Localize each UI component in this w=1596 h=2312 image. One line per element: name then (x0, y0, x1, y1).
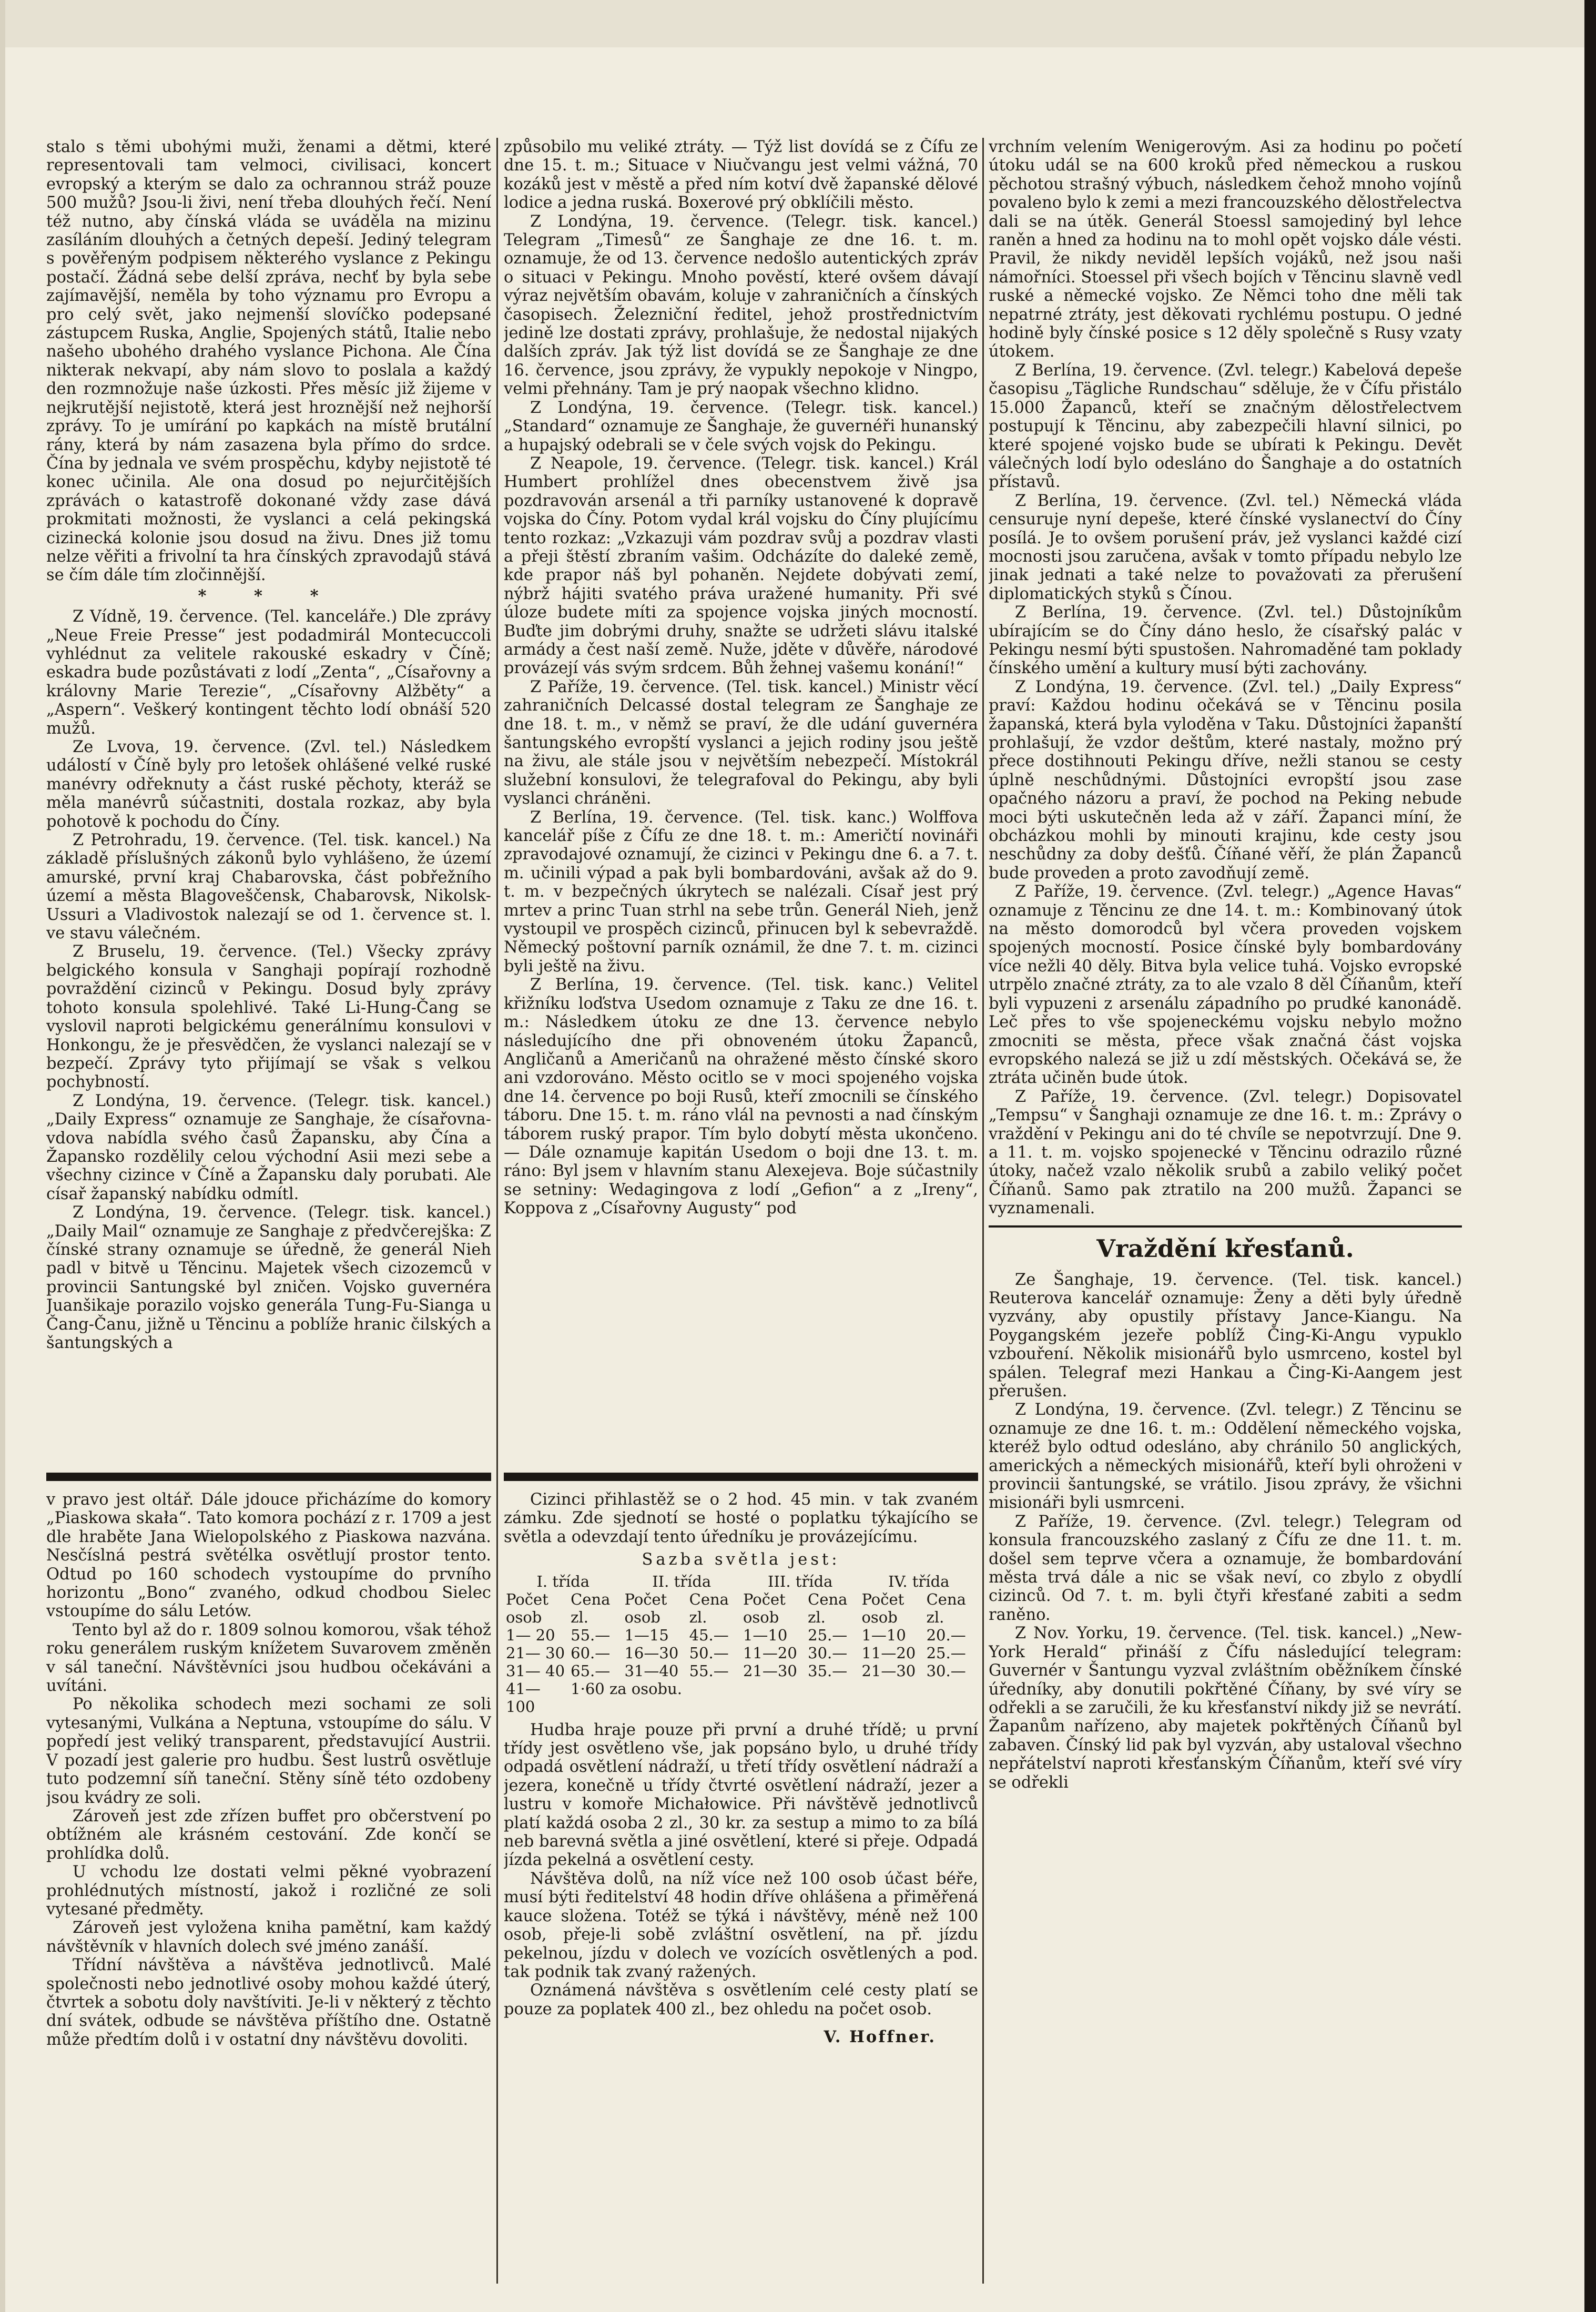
table-cell: 55.— (571, 1626, 611, 1644)
table-cell: 11—20 (743, 1644, 797, 1662)
table-row (504, 1662, 978, 1680)
column-divider-2 (982, 138, 984, 2284)
paragraph: Po několika schodech mezi sochami ze soli vytesanými, Vulkána a Neptuna, vstoupíme do sálu. V popředí jest veliký transparent, představující Austrii. V pozadí jest galerie pro hudbu. Šest lustrů osvětluje tuto podzemní síň taneční. Stěny síně této ozdobeny jsou kvádry ze soli. (46, 1695, 491, 1807)
news-item-berlin-wolff: Z Berlína, 19. července. (Tel. tisk. kanc.) Wolffova kancelář píše z Čífu ze dne 18. t. m.: Američtí novináři zpravodajové oznamují, že cizinci v Pekingu dne 6. a 7. t. m. učinili výpad a pak byli bombardováni, avšak až do 9. t. m. v bezpečných úkrytech se nalézali. Císař jest prý mrtev a princ Tuan strhl na sebe trůn. Generál Nieh, jenž vystoupil ve prospěch cizinců, přinucen byl k sebevraždě. Německý poštovní parník oznámil, že dne 7. t. m. cizinci byli ještě na živu. (504, 808, 978, 976)
table-cell: 21—30 (743, 1661, 797, 1680)
table-cell: 50.— (689, 1644, 729, 1662)
feuilleton-column-2 (504, 1490, 978, 2311)
table-cell: 21—30 (861, 1661, 916, 1680)
rates-body (504, 1626, 978, 1716)
feuilleton-column-1 (46, 1490, 491, 2311)
table-cell: 1—10 (861, 1626, 906, 1644)
rates-class-label: I. třída (536, 1572, 590, 1590)
table-cell: 30.— (926, 1661, 966, 1680)
section-separator: * * * (198, 586, 340, 605)
paragraph: Třídní návštěva a návštěva jednotlivců. Malé společnosti nebo jednotlivé osoby mohou každé úterý, čtvrtek a sobotu doly navštíviti. Je-li v některý z těchto dní svátek, odbude se návštěva příštího dne. Ostatně může předtím dolů i v ostatní dny návštěvu dovoliti. (46, 1956, 491, 2049)
column-divider-1 (496, 138, 498, 2284)
column-3 (989, 138, 1462, 2289)
news-item-paris-delcasse: Z Paříže, 19. července. (Tel. tisk. kancel.) Ministr věcí zahraničních Delcassé dostal telegram ze Šanghaje ze dne 18. t. m., v němž se praví, že dle udání guvernéra šantungského evropští vyslanci a jejich rodiny jsou ještě na živu, ale stále jsou v největším nebezpečí. Místokrál služební konsulovi, že telegrafoval do Pekingu, aby byli vyslanci chráněni. (504, 677, 978, 808)
feuilleton-divider-2 (504, 1473, 978, 1481)
table-cell: 20.— (926, 1626, 966, 1644)
table-cell: 16—30 (624, 1644, 679, 1662)
table-cell: 60.— (571, 1644, 611, 1662)
section-headline: Vraždění křesťanů. (989, 1225, 1462, 1265)
paragraph: stalo s těmi ubohými muži, ženami a dětmi, které representovali tam velmoci, civilisaci, koncert evropský a kterým se dalo za ochrannou stráž pouze 500 mužů? Jsou-li živi, není třeba dlouhých řečí. Není též nutno, aby čínská vláda se uváděla na mizinu zasíláním dlouhých a četných depeší. Jediný telegram s pověřeným podpisem některého vyslance z Pekingu postačí. Žádná sebe delší zpráva, nechť by byla sebe zajímavější, neměla by toho významu pro Evropu a pro celý svět, jako nejmenší slovíčko podepsané zástupcem Ruska, Anglie, Spojených států, Italie nebo našeho ubohého drahého vyslance Pichona. Ale Čína nikterak nekvapí, aby nám slovo to poslala a každý den rozmnožuje naše úzkosti. Přes měsíc již žijeme v nejkrutější nejistotě, která jest hroznější než nejhorší zprávy. To je umírání po kapkách na místě brutální rány, která by nám zasazena byla přímo do srdce. Čína by jednala ve svém prospěchu, kdyby nejistotě té konec učinila. Ale ona dosud po nejurčitějších zprávách o katastrofě dokonané vždy zase dává prokmitati možnosti, že vyslanci a celá pekingská cizinecká kolonie jsou dosud na živu. Dnes již tomu nelze věřiti a frivolní ta hra čínských zpravodajů stává se čím dále tím zločinnější. (46, 138, 491, 585)
news-item-london-daily-express: Z Londýna, 19. července. (Zvl. tel.) „Daily Express“ praví: Každou hodinu očekává se v Těncinu posila žapanská, která byla vyloděna v Taku. Důstojníci žapanští prohlašují, že vzdor deštům, které nastaly, možno prý přece dostihnouti Pekingu dříve, nežli stanou se cesty úplně neschůdnými. Důstojníci evropští jsou zase opačného názoru a praví, že pochod na Peking nebude moci býti uskutečněn leda až v září. Žapanci míní, že obcházkou mohli by minouti krajinu, kde cesty jsou neschůdny za doby dešťů. Číňané věří, že plán Žapanců bude proveden a proto zavodňují země. (989, 677, 1462, 883)
author-signature: V. Hoffner. (824, 2027, 936, 2047)
news-item-brussels: Z Bruselu, 19. července. (Tel.) Všecky zprávy belgického konsula v Sanghaji popírají rozhodně povraždění cizinců v Pekingu. Dosud byly zprávy tohoto konsula spolehlivé. Také Li-Hung-Čang se vyslovil naproti belgickému generálnímu konsulovi v Honkongu, že je přesvědčen, že vyslanci nalezají se v bezpečí. Zprávy tyto přijímají se však s velkou pochybností. (46, 942, 491, 1092)
paragraph: Hudba hraje pouze při první a druhé třídě; u první třídy jest osvětleno vše, jak popsáno bylo, u druhé třídy odpadá osvětlení nádraží, u třetí třídy osvětlení nádraží a jezera, konečně u třídy čtvrté osvětlení nádraží, jezer a lustru v komoře Michałowice. Při návštěvě jednotlivců platí každá osoba 2 zl., 30 kr. za sestup a mimo to za bílá neb barevná světla a jiné osvětlení, které si přeje. Odpadá jízda pekelná a osvětlení cesty. (504, 1720, 978, 1870)
news-item-new-york: Z Nov. Yorku, 19. července. (Tel. tisk. kancel.) „New-York Herald“ přináší z Čífu následující telegram: Guvernér v Šantungu vyzval zvláštním oběžníkem čínské úředníky, aby donutili pokřtěné Číňany, by své víry se odřekli a se zaručili, že ku křesťanství nikdy již se nevrátí. Žapanům nařízeno, aby majetek pokřtěných Číňanů byl zabaven. Čínský lid pak byl vyzván, aby ustaloval všechno nepřátelství naproti křesťanským Číňanům, kteří své víry se odřekli (989, 1624, 1462, 1792)
table-cell: 31— 40 (506, 1661, 565, 1680)
paragraph: způsobilo mu veliké ztráty. — Týž list dovídá se z Čífu ze dne 15. t. m.; Situace v Niučvangu jest velmi vážná, 70 kozáků jest v městě a před ním kotví dvě žapanské dělové lodice a jedna ruská. Boxerové prý obklíčili město. (504, 138, 978, 212)
rates-class-label: III. třída (767, 1572, 833, 1590)
paragraph: Zároveň jest zde zřízen buffet pro občerstvení po obtížném ale krásném cestování. Zde končí se prohlídka dolů. (46, 1807, 491, 1863)
paragraph: Zároveň jest vyložena kniha pamětní, kam každý návštěvník v hlavních dolech své jméno zanáší. (46, 1919, 491, 1956)
rates-subheader (504, 1590, 978, 1626)
rates-column-label: Počet osob (861, 1590, 904, 1626)
table-cell: 21— 30 (506, 1644, 565, 1662)
paragraph: Oznámená návštěva s osvětlením celé cesty platí se pouze za poplatek 400 zl., bez ohledu na počet osob. (504, 1981, 978, 2019)
paragraph: vrchním velením Wenigerovým. Asi za hodinu po početí útoku udál se na 600 kroků před německou a ruskou pěchotou strašný výbuch, následkem čehož mnoho vojínů povaleno bylo k zemi a mezi francouzského dělostřelectva dali se na útěk. Generál Stoessl samojediný byl lehce raněn a hned za hodinu na to mohl opět vojsko dále vésti. Pravil, že nikdy neviděl lepších vojáků, než jsou naši námořníci. Stoessel při všech bojích v Těncinu slavně vedl ruské a německé vojsko. Ze Němci toho dne měli tak nepatrné ztráty, jest děkovati rychlému postupu. O jedné hodině byly čínské posice s 12 děly společně s Rusy vzaty útokem. (989, 138, 1462, 361)
paragraph: v pravo jest oltář. Dále jdouce přicházíme do komory „Piaskowa skała“. Tato komora pochází z r. 1709 a jest dle hraběte Jana Wielopolského z Piaskowa nazvána. Nesčíslná pestrá světélka osvětlují prostor tento. Odtud po 160 schodech vystoupíme do prvního horizontu „Bono“ zvaného, odkud chodbou Sielec vstoupíme do sálu Letów. (46, 1490, 491, 1621)
scan-left-edge (0, 0, 5, 2312)
rates-column-label: Počet osob (743, 1590, 786, 1626)
table-cell: 1—15 (624, 1626, 669, 1644)
scan-right-edge (1584, 0, 1596, 2312)
news-item-berlin-censorship: Z Berlína, 19. července. (Zvl. tel.) Německá vláda censuruje nyní depeše, které čínské vyslanectví do Číny posílá. Je to ovšem porušení práv, jež vyslanci každé cizí mocnosti jsou zaručena, avšak v tomto případu nebylo lze jinak jednati a také nelze to považovati za přerušení diplomatických styků s Čínou. (989, 491, 1462, 603)
light-rates-title: Sazba světla jest: (642, 1550, 840, 1569)
rates-column-label: Cena zl. (926, 1590, 966, 1626)
news-item-paris-havas: Z Paříže, 19. července. (Zvl. telegr.) „Agence Havas“ oznamuje z Těncinu ze dne 14. t. m.: Kombinovaný útok na město domorodců byl včera proveden vojskem spojených mocností. Posice čínské byly bombardovány více nežli 40 děly. Bitva byla velice tuhá. Vojsko evropské utrpělo značné ztráty, za to ale vzalo 8 děl Číňanům, kteří byli vypuzeni z arsenálu západního po prudké kanonádě. Leč přes to vše spojeneckému vojsku nebylo možno zmocniti se města, přece však značná část vojska evropského nalezá se již u zdí městských. Očekává se, že ztráta učiněn bude útok. (989, 883, 1462, 1088)
table-cell: 31—40 (624, 1661, 679, 1680)
rates-class-header (504, 1573, 978, 1590)
column-2-upper (504, 138, 978, 1468)
table-cell: 35.— (808, 1661, 848, 1680)
table-cell: 65.— (571, 1661, 611, 1680)
scan-top-margin (0, 0, 1596, 47)
table-cell: 25.— (808, 1626, 848, 1644)
paragraph: Návštěva dolů, na níž více než 100 osob účast béře, musí býti ředitelství 48 hodin dříve ohlášena a přiměřená kauce složena. Totéž se týká i návštěvy, méně než 100 osob, přeje-li sobě zvláštní osvětlení, na př. jízdu pekelnou, jízdu v dolech ve vozících osvětlených a pod. tak podnik tak zvaný ražených. (504, 1869, 978, 1981)
news-item-berlin-rundschau: Z Berlína, 19. července. (Zvl. telegr.) Kabelová depeše časopisu „Tägliche Rundschau“ sděluje, že v Čífu přistálo 15.000 Žapanců, kteří se značným dělostřelectvem postupují k Těncinu, aby zabezpečili hlavní silnici, po které spojené vojsko bude se ubírati k Pekingu. Devět válečných lodí bylo odesláno do Šanghaje a do ostatních přístavů. (989, 361, 1462, 492)
table-cell: 1—10 (743, 1626, 788, 1644)
news-item-paris-consul: Z Paříže, 19. července. (Zvl. telegr.) Telegram od konsula francouzského zaslaný z Čífu ze dne 11. t. m. došel sem teprve včera a oznamuje, že bombardování města trvá dále a nic se však neví, co zbylo z obydlí cizinců. Od 7. t. m. byli čtyři křesťané zabiti a sedm raněno. (989, 1512, 1462, 1624)
news-item-berlin-usedom: Z Berlína, 19. července. (Tel. tisk. kanc.) Velitel křižníku loďstva Usedom oznamuje z Taku ze dne 16. t. m.: Následkem útoku ze dne 13. července nebylo následujícího dne při obnoveném útoku Žapanců, Angličanů a Američanů na ohražené město čínské skoro ani vzdorováno. Město ocitlo se v moci spojeného vojska dne 14. července po boji Rusů, kteří zmocnili se čínského táboru. Dne 15. t. m. ráno vlál na pevnosti a nad čínským táborem ruský prapor. Tím bylo dobytí města ukončeno. — Dále oznamuje kapitán Usedom o boji dne 13. t. m. ráno: Byl jsem v hlavním stanu Alexejeva. Boje súčastnily se setniny: Wedagingova z lodí „Gefion“ a z „Ireny“, Koppova z „Císařovny Augusty“ pod (504, 976, 978, 1218)
rates-column-label: Cena zl. (808, 1590, 848, 1626)
table-cell: 1·60 za osobu. (571, 1679, 682, 1698)
news-item-london-mail: Z Londýna, 19. července. (Telegr. tisk. kancel.) „Daily Mail“ oznamuje ze Sanghaje z předvčerejška: Z čínské strany oznamuje se úředně, že generál Nieh padl v bitvě u Těncinu. Majetek všech cizozemců v provincii Santungské byl zničen. Vojsko guvernéra Juanšikaje porazilo vojsko generála Tung-Fu-Sianga u Čang-Čanu, jižně u Těncinu a poblíže hranic čilských a šantungských a (46, 1203, 491, 1352)
news-item-london-times: Z Londýna, 19. července. (Telegr. tisk. kancel.) Telegram „Timesů“ ze Šanghaje ze dne 16. t. m. oznamuje, že od 13. července nedošlo autentických zpráv o situaci v Pekingu. Mnoho pověstí, které ovšem dávají výraz největším obavám, koluje v zahraničních a čínských časopisech. Železniční ředitel, jehož prostřednictvím jedině lze dostati zprávy, prohlašuje, že nedostal nijakých dalších zpráv. Jak týž list dovídá se ze Šanghaje ze dne 16. července, jsou zprávy, že vypukly nepokoje v Ningpo, velmi přehnány. Tam je prý naopak všechno klidno. (504, 212, 978, 399)
table-cell: 11—20 (861, 1644, 916, 1662)
rates-class-label: II. třída (652, 1572, 711, 1590)
news-item-london-standard: Z Londýna, 19. července. (Telegr. tisk. kancel.) „Standard“ oznamuje ze Šanghaje, že guvernéři hunanský a hupajský odebrali se v čele svých vojsk do Pekingu. (504, 398, 978, 454)
table-cell: 25.— (926, 1644, 966, 1662)
feuilleton-divider-1 (46, 1473, 491, 1481)
news-item-berlin-palace: Z Berlína, 19. července. (Zvl. tel.) Důstojníkům ubírajícím se do Číny dáno heslo, že císařský palác v Pekingu nesmí býti spustošen. Nahromaděné tam poklady čínského umění a kultury musí býti zachovány. (989, 603, 1462, 678)
rates-column-label: Počet osob (624, 1590, 667, 1626)
table-cell: 41—100 (506, 1679, 541, 1716)
rates-column-label: Počet osob (506, 1590, 548, 1626)
light-rates-table (504, 1573, 978, 1716)
news-item-naples: Z Neapole, 19. července. (Telegr. tisk. kancel.) Král Humbert prohlížel dnes obecenstvem živě jsa pozdravován arsenál a tři parníky ustanovené k dopravě vojska do Číny. Potom vydal král vojsku do Číny plujícímu tento rozkaz: „Vzkazuji vám pozdrav svůj a pozdrav vlasti a přeji štěstí zbraním vašim. Odcházíte do daleké země, kde prapor náš byl pohaněn. Nejdete dobývati zemí, nýbrž hájiti svatého práva uražené humanity. Při své úloze budete míti za spojence vojska jiných mocností. Buďte jim dobrými druhy, snažte se udržeti slávu italské armády a čest naší země. Nuže, jděte v důvěře, národové provázejí vás svým srdcem. Bůh žehnej vašemu konání!“ (504, 454, 978, 678)
table-cell: 1— 20 (506, 1626, 555, 1644)
paragraph: Cizinci přihlastěž se o 2 hod. 45 min. v tak zvaném zámku. Zde sjednotí se hosté o poplatku týkajícího se světla a odevzdají tento úředníku je provázejícímu. (504, 1490, 978, 1546)
table-row (504, 1680, 978, 1716)
table-cell: 45.— (689, 1626, 729, 1644)
table-cell: 55.— (689, 1661, 729, 1680)
table-row (504, 1626, 978, 1644)
news-item-lviv: Ze Lvova, 19. července. (Zvl. tel.) Následkem událostí v Číně byly pro letošek ohlášené velké ruské manévry odřeknuty a část ruské pěchoty, kteráž se měla manévrů súčastniti, dostala rozkaz, aby byla pohotově k pochodu do Číny. (46, 738, 491, 831)
rates-column-label: Cena zl. (689, 1590, 729, 1626)
news-item-shanghai: Ze Šanghaje, 19. července. (Tel. tisk. kancel.) Reuterova kancelář oznamuje: Ženy a děti byly úředně vyzvány, aby opustily přístavy Jance-Kiangu. Na Poygangském jezeře poblíž Čing-Ki-Angu vypuklo vzbouření. Několik misionářů bylo usmrceno, kostel byl spálen. Telegraf mezi Hankau a Čing-Ki-Aangem jest přerušen. (989, 1270, 1462, 1401)
paragraph: Tento byl až do r. 1809 solnou komorou, však téhož roku generálem ruským knížetem Suvarovem změněn v sál taneční. Návštěvníci jsou hudbou očekáváni a uvítáni. (46, 1620, 491, 1696)
news-item-london-missionaries: Z Londýna, 19. července. (Zvl. telegr.) Z Těncinu se oznamuje ze dne 16. t. m.: Oddělení německého vojska, kteréž bylo odtud odesláno, aby chránilo 50 anglických, amerických a německých misionářů, kteří byli ohroženi v provincii šantungské, se vrátilo. Jisou zprávy, že všichni misionáři byli usmrceni. (989, 1401, 1462, 1513)
news-item-london-express: Z Londýna, 19. července. (Telegr. tisk. kancel.) „Daily Express“ oznamuje ze Sanghaje, že císařovna-vdova nabídla svého časů Žapansku, aby Čína a Žapansko rozdělily celou východní Asii mezi sebe a všechny cizince v Číně a Žapansku daly porubati. Ale císař žapanský nabídku odmítl. (46, 1091, 491, 1203)
news-item-petrograd: Z Petrohradu, 19. července. (Tel. tisk. kancel.) Na základě příslušných zákonů bylo vyhlášeno, že území amurské, první kraj Chabarovska, část pobřežního území a města Blagoveščensk, Chabarovsk, Nikolsk-Ussuri a Vladivostok nalezají se od 1. července st. l. ve stavu válečném. (46, 831, 491, 943)
news-item-paris-temps: Z Paříže, 19. července. (Zvl. telegr.) Dopisovatel „Tempsu“ v Šanghaji oznamuje ze dne 16. t. m.: Zprávy o vraždění v Pekingu ani do té chvíle se nepotvrzují. Dne 9. a 11. t. m. vojsko spojenecké v Těncinu odrazilo různé útoky, načež vzalo několik srubů a zabilo veliký počet Číňanů. Samo pak ztratilo na 200 mužů. Žapanci se vyznamenali. (989, 1087, 1462, 1218)
news-item-vienna: Z Vídně, 19. července. (Tel. kanceláře.) Dle zprávy „Neue Freie Presse“ jest podadmirál Montecuccoli vyhlédnut za velitele rakouské eskadry v Číně; eskadra bude pozůstávati z lodí „Zenta“, „Císařovny a královny Marie Terezie“, „Císařovny Alžběty“ a „Aspern“. Veškerý kontingent těchto lodí obnáší 520 mužů. (46, 607, 491, 738)
paragraph: U vchodu lze dostati velmi pěkné vyobrazení prohlédnutých místností, jakož i rozličné ze soli vytesané předměty. (46, 1863, 491, 1919)
table-row (504, 1644, 978, 1662)
rates-class-label: IV. třída (888, 1572, 950, 1590)
table-cell: 30.— (808, 1644, 848, 1662)
rates-column-label: Cena zl. (571, 1590, 611, 1626)
